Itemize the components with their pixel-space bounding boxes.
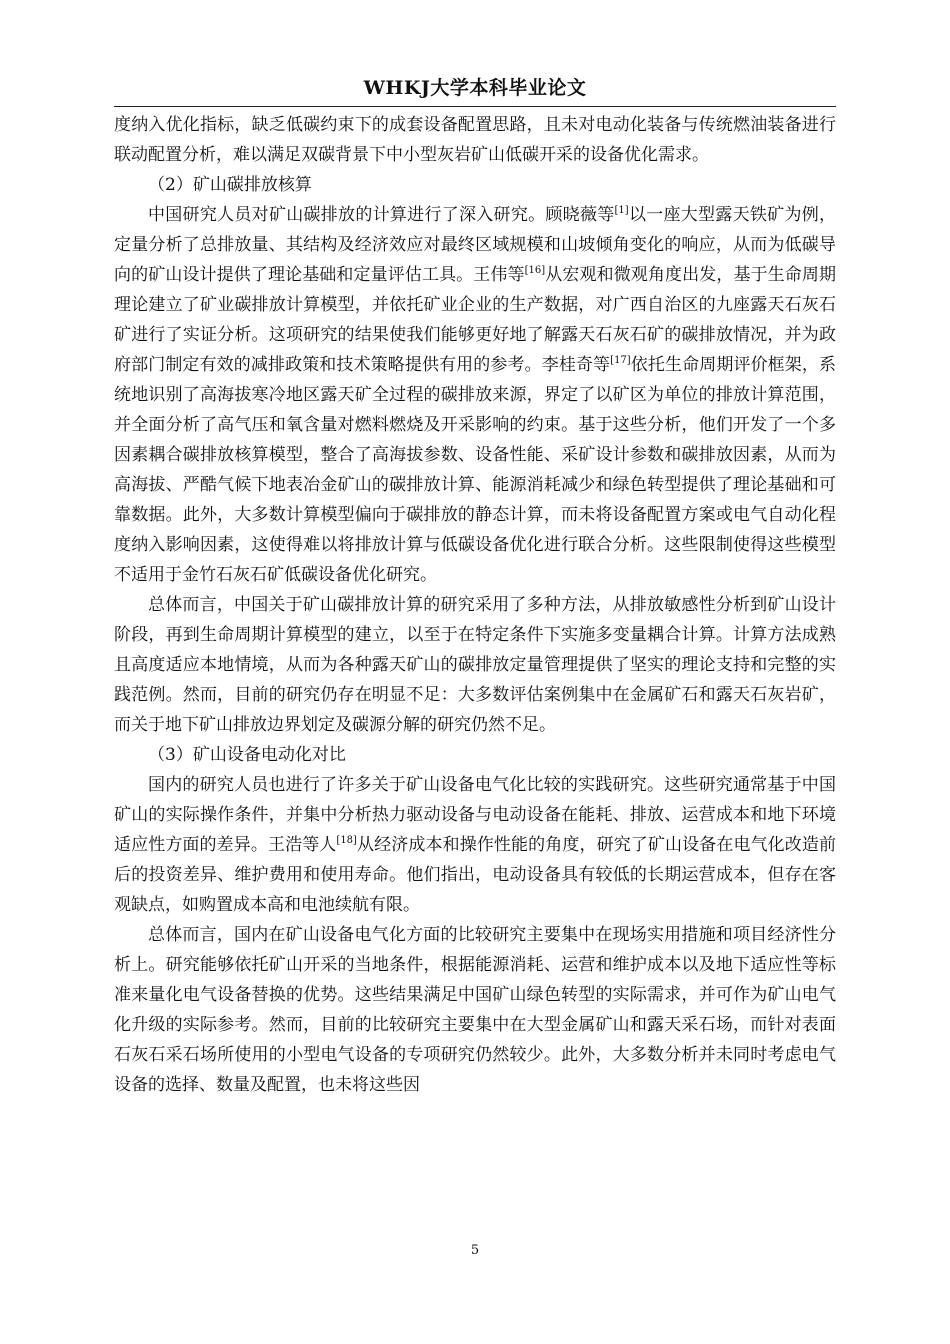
- page-number: 5: [470, 1243, 480, 1258]
- paragraph: 总体而言，中国关于矿山碳排放计算的研究采用了多种方法，从排放敏感性分析到矿山设计阶段，再到生命周期计算模型的建立，以至于在特定条件下实施多变量耦合计算。计算方法成熟且高度适应本地情境，从而为各种露天矿山的碳排放定量管理提供了坚实的理论支持和完整的实践范例。然而，目前的研究仍存在明显不足：大多数评估案例集中在金属矿石和露天石灰岩矿，而关于地下矿山排放边界划定及碳源分解的研究仍然不足。: [114, 595, 836, 735]
- text-run: 中国研究人员对矿山碳排放的计算进行了深入研究。顾晓薇等: [148, 205, 615, 225]
- paragraph: 总体而言，国内在矿山设备电气化方面的比较研究主要集中在现场实用措施和项目经济性分析上。研究能够依托矿山开采的当地条件，根据能源消耗、运营和维护成本以及地下适应性等标准来量化电气设备替换的优势。这些结果满足中国矿山绿色转型的实际需求，并可作为矿山电气化升级的实际参考。然而，目前的比较研究主要集中在大型金属矿山和露天采石场，而针对表面石灰石采石场所使用的小型电气设备的专项研究仍然较少。此外，大多数分析并未同时考虑电气设备的选择、数量及配置，也未将这些因: [114, 925, 836, 1095]
- text-run: 依托生命周期评价框架，系统地识别了高海拔寒冷地区露天矿全过程的碳排放来源，界定了以矿区为单位的排放计算范围，并全面分析了高气压和氧含量对燃料燃烧及开采影响的约束。基于这些分析，他们开发了一个多因素耦合碳排放核算模型，整合了高海拔参数、设备性能、采矿设计参数和碳排放因素，从而为高海拔、严酷气候下地表冶金矿山的碳排放计算、能源消耗减少和绿色转型提供了理论基础和可靠数据。此外，大多数计算模型偏向于碳排放的静态计算，而未将设备配置方案或电气自动化程度纳入影响因素，这使得难以将排放计算与低碳设备优化进行联合分析。这些限制使得这些模型不适用于金竹石灰石矿低碳设备优化研究。: [114, 355, 837, 585]
- body-text: [114, 110, 836, 1100]
- text-run: 从宏观和微观角度出发，基于生命周期理论建立了矿业碳排放计算模型，并依托矿业企业的生产数据，对广西自治区的九座露天石灰石矿进行了实证分析。这项研究的结果使我们能够更好地了解露天石灰石矿的碳排放情况，并为政府部门制定有效的减排政策和技术策略提供有用的参考。李桂奇等: [114, 265, 837, 375]
- section-heading: （2）矿山碳排放核算: [148, 175, 312, 195]
- citation: [1]: [614, 205, 629, 216]
- running-header: WHKJ大学本科毕业论文: [363, 77, 587, 99]
- text-run: 以一座大型露天铁矿为例，定量分析了总排放量、其结构及经济效应对最终区域规模和山坡倾角变化的响应，从而为低碳导向的矿山设计提供了理论基础和定量评估工具。王伟等: [114, 205, 837, 285]
- citation: [18]: [336, 835, 357, 846]
- section-heading: （3）矿山设备电动化对比: [148, 745, 346, 765]
- header-rule: [114, 106, 836, 107]
- paragraph: [114, 770, 836, 920]
- paragraph: [114, 200, 836, 590]
- citation: [16]: [524, 265, 546, 276]
- text-run: 国内的研究人员也进行了许多关于矿山设备电气化比较的实践研究。这些研究通常基于中国矿山的实际操作条件，并集中分析热力驱动设备与电动设备在能耗、排放、运营成本和地下环境适应性方面的差异。王浩等人: [114, 775, 836, 855]
- text-run: 从经济成本和操作性能的角度，研究了矿山设备在电气化改造前后的投资差异、维护费用和使用寿命。他们指出，电动设备具有较低的长期运营成本，但存在客观缺点，如购置成本高和电池续航有限。: [114, 835, 837, 915]
- paragraph-continuation: 度纳入优化指标，缺乏低碳约束下的成套设备配置思路，且未对电动化装备与传统燃油装备进行联动配置分析，难以满足双碳背景下中小型灰岩矿山低碳开采的设备优化需求。: [114, 115, 836, 165]
- citation: [17]: [610, 355, 631, 366]
